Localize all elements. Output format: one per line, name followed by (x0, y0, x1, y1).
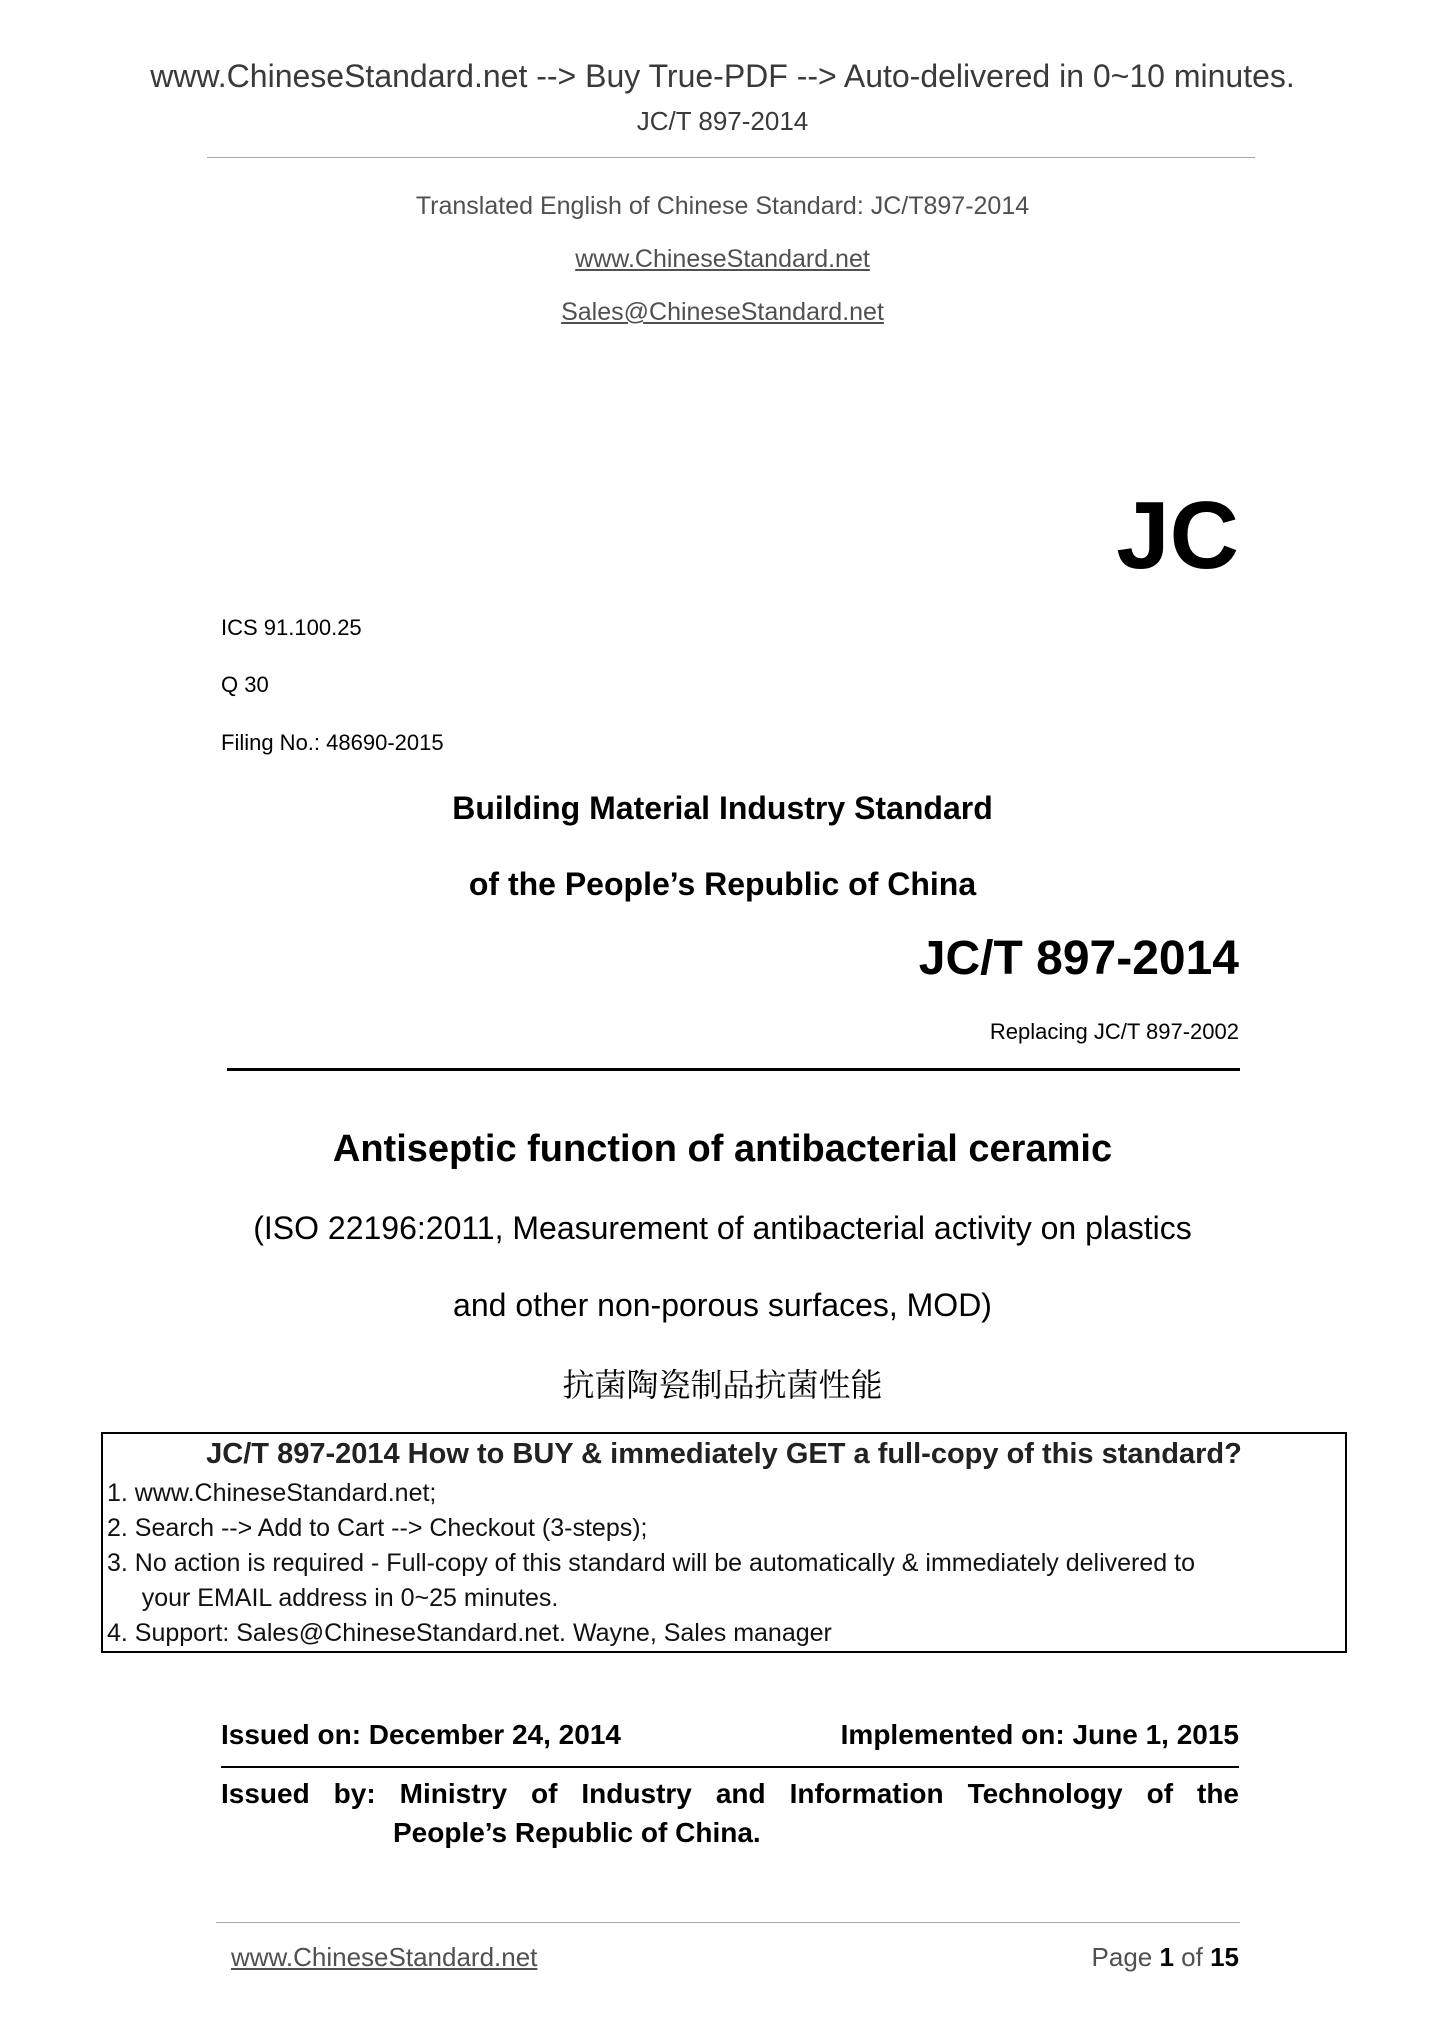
iso-reference-line2: and other non-porous surfaces, MOD) (453, 1287, 992, 1323)
buy-box-item: 3. No action is required - Full-copy of this standard will be automatically & immediately delivered to (107, 1549, 1195, 1577)
title-divider (227, 1068, 1240, 1071)
ics-code: ICS 91.100.25 (221, 615, 362, 640)
iso-reference-line1: (ISO 22196:2011, Measurement of antibacterial activity on plastics (253, 1210, 1192, 1246)
buy-box-item: 1. www.ChineseStandard.net; (107, 1479, 437, 1507)
issued-by-line1: Issued by: Ministry of Industry and Information Technology of the (221, 1778, 1239, 1809)
buy-box-item: 4. Support: Sales@ChineseStandard.net. Wayne, Sales manager (107, 1619, 832, 1647)
issue-divider (221, 1766, 1239, 1768)
header-code: JC/T 897-2014 (636, 106, 809, 136)
jc-logo-code: JC (1116, 482, 1239, 589)
filing-number: Filing No.: 48690-2015 (221, 730, 444, 755)
page-of: of (1173, 1942, 1211, 1972)
header-top-line: www.ChineseStandard.net --> Buy True-PDF --> Auto-delivered in 0~10 minutes. (150, 58, 1295, 94)
chinese-name: 抗菌陶瓷制品抗菌性能 (562, 1366, 883, 1404)
page-total: 15 (1210, 1942, 1239, 1972)
buy-box-title: JC/T 897-2014 How to BUY & immediately GET a full-copy of this standard? (206, 1438, 1242, 1470)
q-code: Q 30 (221, 672, 269, 697)
website-link-row (0, 245, 1445, 274)
header-divider (207, 157, 1255, 158)
standard-name: Antiseptic function of antibacterial ceramic (332, 1128, 1113, 1170)
translation-line: Translated English of Chinese Standard: JC/T897-2014 (415, 192, 1030, 220)
issued-on-date: Issued on: December 24, 2014 (221, 1719, 621, 1750)
buy-box-item: your EMAIL address in 0~25 minutes. (107, 1584, 559, 1612)
issued-by-line2: People’s Republic of China. (393, 1817, 761, 1848)
email-link[interactable]: Sales@ChineseStandard.net (561, 298, 884, 326)
buy-box-item: 2. Search --> Add to Cart --> Checkout (3-steps); (107, 1514, 648, 1542)
standard-title-line2: of the People’s Republic of China (468, 866, 977, 902)
buy-instructions-box (101, 1432, 1347, 1653)
page-current: 1 (1159, 1942, 1174, 1972)
footer-divider (216, 1922, 1240, 1923)
implemented-on-date: Implemented on: June 1, 2015 (840, 1719, 1239, 1750)
footer-website-link[interactable]: www.ChineseStandard.net (231, 1942, 538, 1972)
page-number (1092, 1942, 1239, 1973)
email-link-row (0, 298, 1445, 327)
standard-number: JC/T 897-2014 (918, 932, 1239, 985)
replacing-note: Replacing JC/T 897-2002 (989, 1019, 1239, 1044)
standard-title-line1: Building Material Industry Standard (452, 790, 993, 826)
page-prefix: Page (1091, 1942, 1160, 1972)
website-link[interactable]: www.ChineseStandard.net (575, 245, 870, 273)
